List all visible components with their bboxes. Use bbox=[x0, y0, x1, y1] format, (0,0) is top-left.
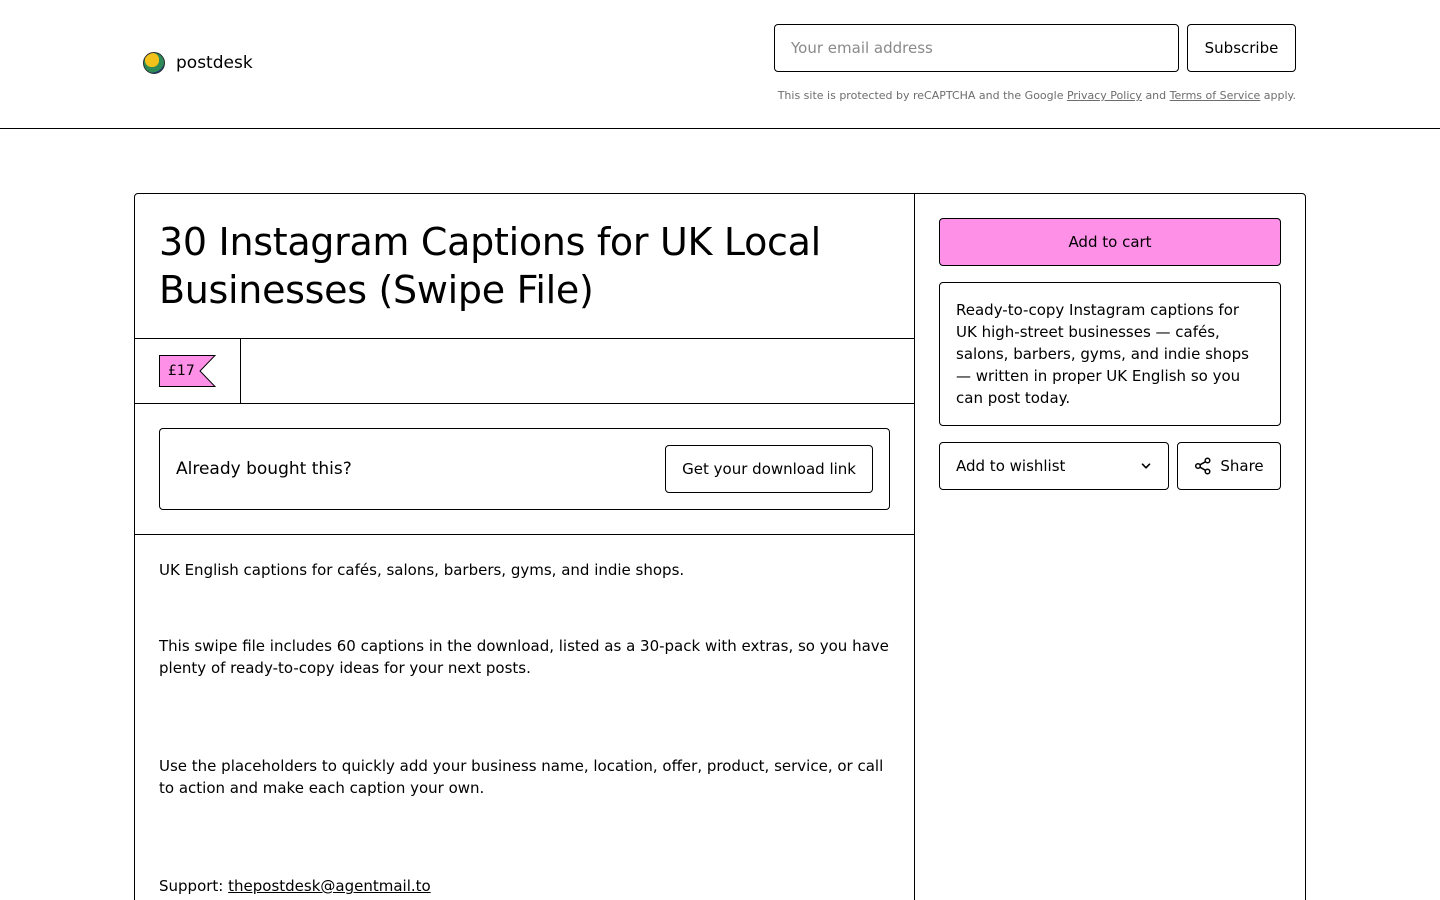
description-paragraph: UK English captions for cafés, salons, barbers, gyms, and indie shops. bbox=[159, 561, 685, 579]
site-header bbox=[0, 0, 1440, 129]
support-label: Support: bbox=[159, 877, 224, 895]
price: £17 bbox=[168, 363, 195, 379]
price-section bbox=[135, 339, 914, 404]
product-sidebar bbox=[915, 194, 1305, 900]
brand-name: postdesk bbox=[176, 53, 253, 73]
add-to-cart-button[interactable]: Add to cart bbox=[939, 218, 1281, 266]
share-button[interactable] bbox=[1177, 442, 1281, 490]
support-email-link[interactable]: thepostdesk@agentmail.to bbox=[228, 877, 431, 895]
terms-of-service-link[interactable]: Terms of Service bbox=[1169, 89, 1261, 102]
recaptcha-notice bbox=[774, 88, 1296, 104]
product-description bbox=[135, 535, 914, 897]
recaptcha-prefix: This site is protected by reCAPTCHA and the Google bbox=[777, 89, 1064, 102]
description-paragraph: Use the placeholders to quickly add your business name, location, offer, product, service, or call to action and make each caption your own. bbox=[159, 757, 884, 797]
wishlist-label: Add to wishlist bbox=[956, 457, 1066, 475]
price-badge bbox=[159, 355, 216, 387]
subscribe-form bbox=[774, 24, 1296, 72]
recaptcha-suffix: apply. bbox=[1263, 89, 1296, 102]
brand[interactable] bbox=[143, 52, 253, 74]
already-bought-box bbox=[159, 428, 890, 510]
product-title: 30 Instagram Captions for UK Local Businesses (Swipe File) bbox=[159, 220, 821, 312]
already-bought-section bbox=[135, 404, 914, 535]
title-section bbox=[135, 194, 914, 339]
sidebar-actions bbox=[939, 442, 1281, 490]
subscribe-button[interactable]: Subscribe bbox=[1187, 24, 1296, 72]
product-summary: Ready-to-copy Instagram captions for UK high-street businesses — cafés, salons, barbers, gyms, and indie shops — written in proper UK English so you can post today. bbox=[939, 282, 1281, 426]
get-download-link-button[interactable]: Get your download link bbox=[665, 445, 873, 493]
already-bought-text: Already bought this? bbox=[176, 459, 352, 479]
email-input[interactable] bbox=[774, 24, 1179, 72]
product-main bbox=[135, 194, 915, 900]
share-icon bbox=[1194, 457, 1212, 475]
share-label: Share bbox=[1220, 457, 1264, 475]
privacy-policy-link[interactable]: Privacy Policy bbox=[1066, 89, 1142, 102]
recaptcha-and: and bbox=[1145, 89, 1167, 102]
logo-icon bbox=[143, 52, 165, 74]
chevron-down-icon bbox=[1140, 460, 1152, 472]
add-to-wishlist-button[interactable] bbox=[939, 442, 1169, 490]
support-line bbox=[159, 875, 890, 897]
product-card bbox=[134, 193, 1306, 900]
description-paragraph: This swipe file includes 60 captions in the download, listed as a 30-pack with extras, so you have plenty of ready-to-copy ideas for your next posts. bbox=[159, 637, 889, 677]
price-cell bbox=[135, 339, 241, 403]
